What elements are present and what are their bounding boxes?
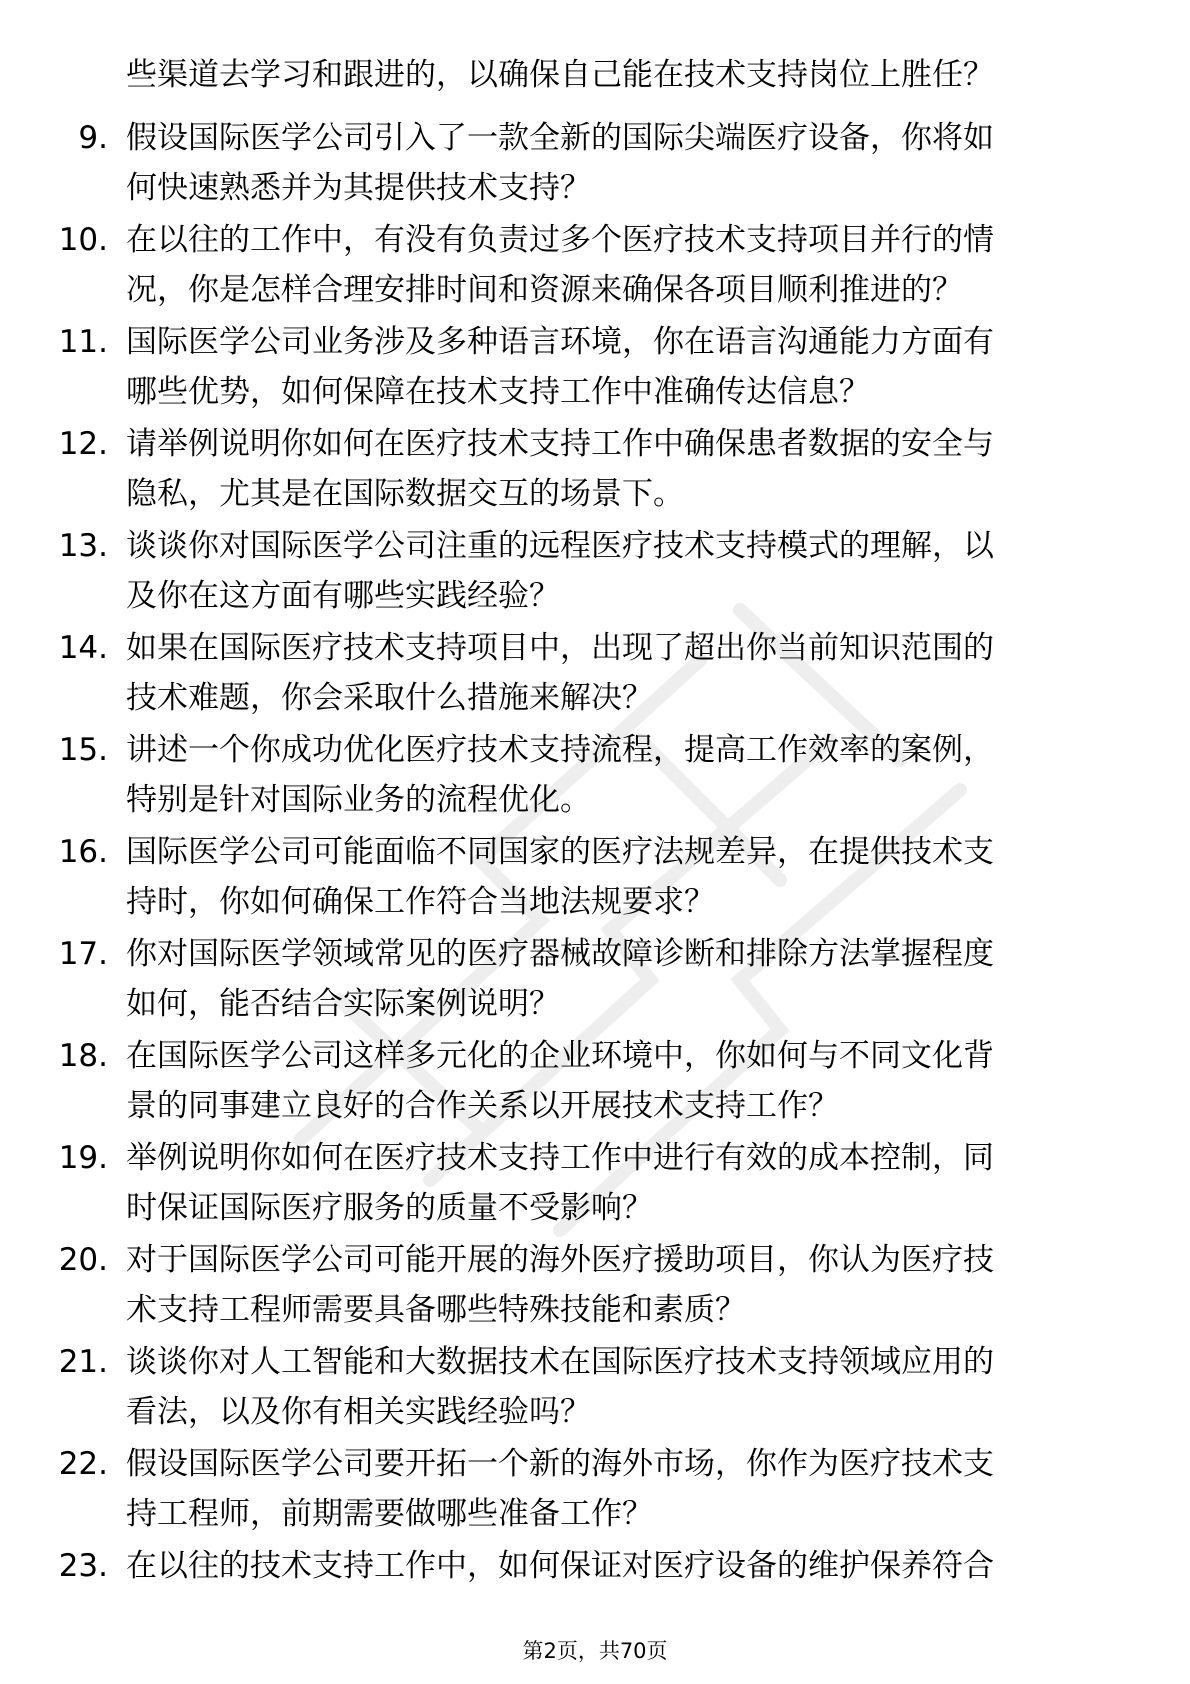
page-number-footer: 第2页，共70页 — [522, 1639, 668, 1663]
question-text: 你对国际医学领域常见的医疗器械故障诊断和排除方法掌握程度 如何，能否结合实际案例说明？ — [126, 936, 994, 1022]
question-number: 12. — [58, 426, 108, 462]
question-text: 在以往的技术支持工作中，如何保证对医疗设备的维护保养符合 — [126, 1548, 994, 1584]
question-item — [0, 929, 1190, 1031]
question-item — [0, 317, 1190, 419]
question-number: 19. — [58, 1140, 108, 1176]
question-item — [0, 623, 1190, 725]
question-number: 23. — [58, 1548, 108, 1584]
question-text: 在国际医学公司这样多元化的企业环境中，你如何与不同文化背 景的同事建立良好的合作关系以开展技术支持工作？ — [126, 1038, 994, 1124]
question-number: 17. — [58, 936, 108, 972]
question-item — [0, 521, 1190, 623]
question-text: 假设国际医学公司要开拓一个新的海外市场，你作为医疗技术支 持工程师，前期需要做哪些准备工作？ — [126, 1446, 994, 1532]
question-number: 10. — [58, 222, 108, 258]
question-text: 请举例说明你如何在医疗技术支持工作中确保患者数据的安全与 隐私，尤其是在国际数据交互的场景下。 — [126, 426, 994, 512]
question-text: 谈谈你对人工智能和大数据技术在国际医疗技术支持领域应用的 看法，以及你有相关实践经验吗？ — [126, 1344, 994, 1430]
question-number: 15. — [58, 732, 108, 768]
question-number: 18. — [58, 1038, 108, 1074]
question-number: 13. — [58, 528, 108, 564]
question-text: 国际医学公司可能面临不同国家的医疗法规差异，在提供技术支 持时，你如何确保工作符合当地法规要求？ — [126, 834, 994, 920]
question-item — [0, 1133, 1190, 1235]
question-number: 21. — [58, 1344, 108, 1380]
question-text: 国际医学公司业务涉及多种语言环境，你在语言沟通能力方面有 哪些优势，如何保障在技术支持工作中准确传达信息？ — [126, 324, 994, 410]
question-item — [0, 1031, 1190, 1133]
question-number: 16. — [58, 834, 108, 870]
question-text: 对于国际医学公司可能开展的海外医疗援助项目，你认为医疗技 术支持工程师需要具备哪些特殊技能和素质？ — [126, 1242, 994, 1328]
continuation-text: 些渠道去学习和跟进的，以确保自己能在技术支持岗位上胜任？ — [126, 57, 994, 93]
question-text: 举例说明你如何在医疗技术支持工作中进行有效的成本控制，同 时保证国际医疗服务的质量不受影响？ — [126, 1140, 994, 1226]
question-item — [0, 725, 1190, 827]
question-item — [0, 1337, 1190, 1439]
question-text: 谈谈你对国际医学公司注重的远程医疗技术支持模式的理解，以 及你在这方面有哪些实践经验？ — [126, 528, 994, 614]
question-item — [0, 1541, 1190, 1643]
question-number: 9. — [78, 120, 108, 156]
question-item — [0, 827, 1190, 929]
question-text: 在以往的工作中，有没有负责过多个医疗技术支持项目并行的情 况，你是怎样合理安排时间和资源来确保各项目顺利推进的？ — [126, 222, 994, 308]
question-number: 20. — [58, 1242, 108, 1278]
question-number: 11. — [58, 324, 108, 360]
question-text: 如果在国际医疗技术支持项目中，出现了超出你当前知识范围的 技术难题，你会采取什么措施来解决？ — [126, 630, 994, 716]
question-number: 22. — [58, 1446, 108, 1482]
question-number: 14. — [58, 630, 108, 666]
question-item — [0, 113, 1190, 215]
question-item — [0, 1439, 1190, 1541]
question-text: 假设国际医学公司引入了一款全新的国际尖端医疗设备，你将如 何快速熟悉并为其提供技术支持？ — [126, 120, 994, 206]
question-item — [0, 419, 1190, 521]
question-item — [0, 215, 1190, 317]
question-list — [0, 113, 1190, 1643]
question-text: 讲述一个你成功优化医疗技术支持流程，提高工作效率的案例， 特别是针对国际业务的流程优化。 — [126, 732, 994, 818]
question-item — [0, 1235, 1190, 1337]
